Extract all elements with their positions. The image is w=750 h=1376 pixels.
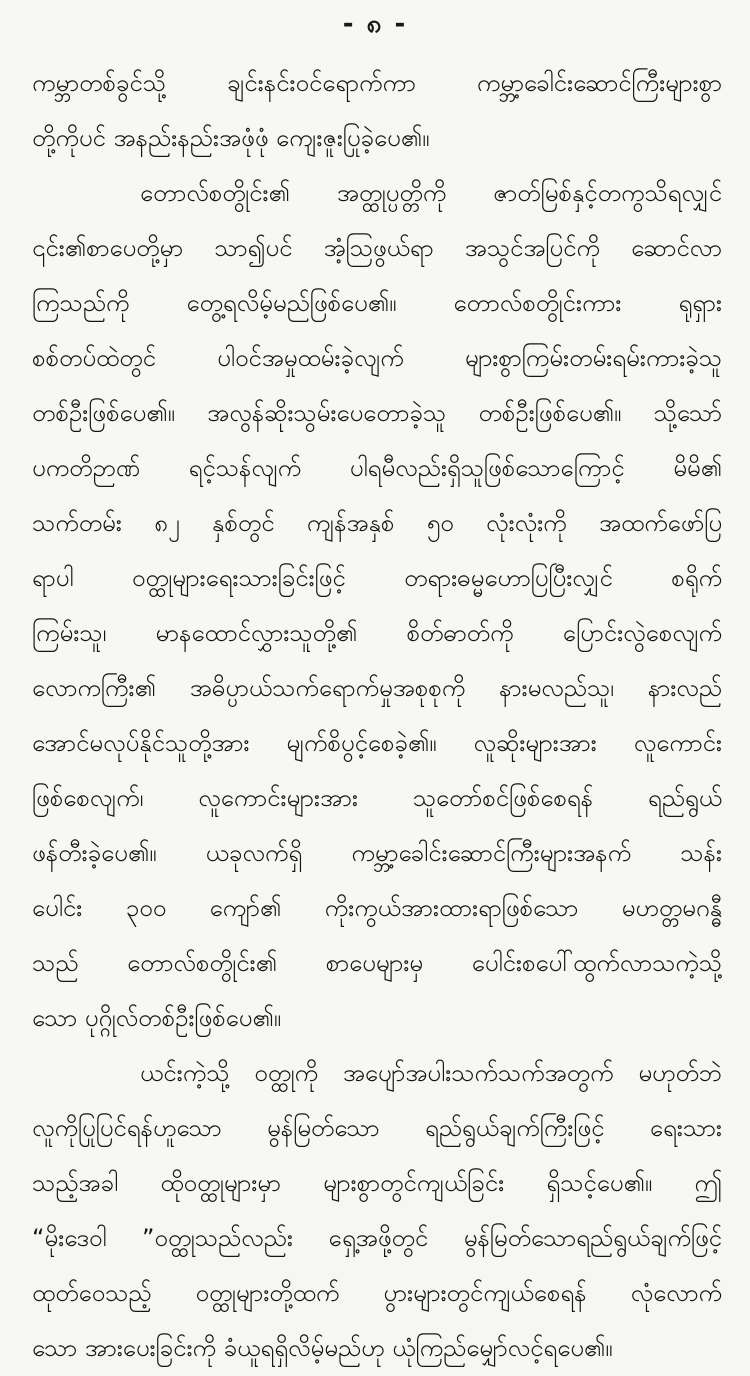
text-line: ပကတိဉာဏ် ရင့်သန်လျက် ပါရမီလည်းရှိသူဖြစ်သောကြောင့် မိမိ၏	[32, 454, 722, 482]
text-line: ယင်းကဲ့သို့ ဝတ္ထုကို အပျော်အပါးသက်သက်အတွက် မဟုတ်ဘဲ	[140, 1059, 722, 1087]
text-line: ဖြစ်စေလျက်၊ လူကောင်းများအား သူတော်စင်ဖြစ်စေရန် ရည်ရွယ်	[32, 784, 722, 812]
text-line: သည့်အခါ ထိုဝတ္ထုများမှာ များစွာတွင်ကျယ်ခြင်း ရှိသင့်ပေ၏။ ဤ	[32, 1169, 722, 1197]
text-line: စစ်တပ်ထဲတွင် ပါဝင်အမှုထမ်းခဲ့လျက် များစွာကြမ်းတမ်းရမ်းကားခဲ့သူ	[32, 344, 722, 372]
text-line: ရာပါ ဝတ္ထုများရေးသားခြင်းဖြင့် တရားဓမ္မဟောပြပြီးလျှင် စရိုက်	[32, 564, 722, 592]
text-line: သက်တမ်း ၈၂ နှစ်တွင် ကျန်အနှစ် ၅၀ လုံးလုံးကို အထက်ဖော်ပြ	[32, 509, 722, 537]
text-line: ကမ္ဘာတစ်ခွင်သို့ ချင်းနင်းဝင်ရောက်ကာ ကမ္ဘာ့ခေါင်းဆောင်ကြီးများစွာ	[32, 69, 722, 97]
text-line: ကြမ်းသူ၊ မာနထောင်လွှားသူတို့၏ စိတ်ဓာတ်ကို ပြောင်းလွဲစေလျက်	[32, 619, 722, 647]
text-line: သော အားပေးခြင်းကို ခံယူရရှိလိမ့်မည်ဟု ယုံကြည်မျှော်လင့်ရပေ၏။	[32, 1334, 613, 1362]
text-line: တစ်ဦးဖြစ်ပေ၏။ အလွန်ဆိုးသွမ်းပေတောခဲ့သူ တစ်ဦးဖြစ်ပေ၏။ သို့သော်	[32, 399, 722, 427]
text-line: ကြသည်ကို တွေ့ရလိမ့်မည်ဖြစ်ပေ၏။ တောလ်စတွိုင်းကား ရုရှား	[32, 289, 722, 317]
text-line: သော ပုဂ္ဂိုလ်တစ်ဦးဖြစ်ပေ၏။	[32, 1004, 282, 1032]
text-line: ၎င်း၏စာပေတို့မှာ သာ၍ပင် အံ့သြဖွယ်ရာ အသွင်အပြင်ကို ဆောင်လာ	[32, 234, 722, 262]
text-line: တို့ကိုပင် အနည်းနည်းအဖုံဖုံ ကျေးဇူးပြုခဲ့ပေ၏။	[32, 124, 430, 152]
text-line: တောလ်စတွိုင်း၏ အတ္ထုပ္ပတ္တိကို ဇာတ်မြစ်နှင့်တကွသိရလျှင်	[140, 179, 722, 207]
text-line: အောင်မလုပ်နိုင်သူတို့အား မျက်စိပွင့်စေခဲ့၏။ လူဆိုးများအား လူကောင်း	[32, 729, 722, 757]
body-text	[32, 56, 722, 1376]
text-line: ဖန်တီးခဲ့ပေ၏။ ယခုလက်ရှိ ကမ္ဘာ့ခေါင်းဆောင်ကြီးများအနက် သန်း	[32, 839, 722, 867]
text-line: ပေါင်း ၃၀၀ ကျော်၏ ကိုးကွယ်အားထားရာဖြစ်သော မဟတ္တမဂန္ဓီ	[32, 894, 722, 922]
text-line: “မိုးဒေဝါ ”ဝတ္ထုသည်လည်း ရှေ့အဖို့တွင် မွန်မြတ်သောရည်ရွယ်ချက်ဖြင့်	[32, 1224, 722, 1252]
page-number: - ၈ -	[342, 9, 408, 39]
text-line: ထုတ်ဝေသည့် ဝတ္ထုများတို့ထက် ပွားများတွင်ကျယ်စေရန် လုံလောက်	[32, 1279, 722, 1307]
text-line: လောကကြီး၏ အဓိပ္ပာယ်သက်ရောက်မှုအစုစုကို နားမလည်သူ၊ နားလည်	[32, 674, 722, 702]
text-line: သည် တောလ်စတွိုင်း၏ စာပေများမှ ပေါင်းစပေါ်ထွက်လာသကဲ့သို့	[32, 949, 722, 977]
text-line: လူကိုပြုပြင်ရန်ဟူသော မွန်မြတ်သော ရည်ရွယ်ချက်ကြီးဖြင့် ရေးသား	[32, 1114, 722, 1142]
